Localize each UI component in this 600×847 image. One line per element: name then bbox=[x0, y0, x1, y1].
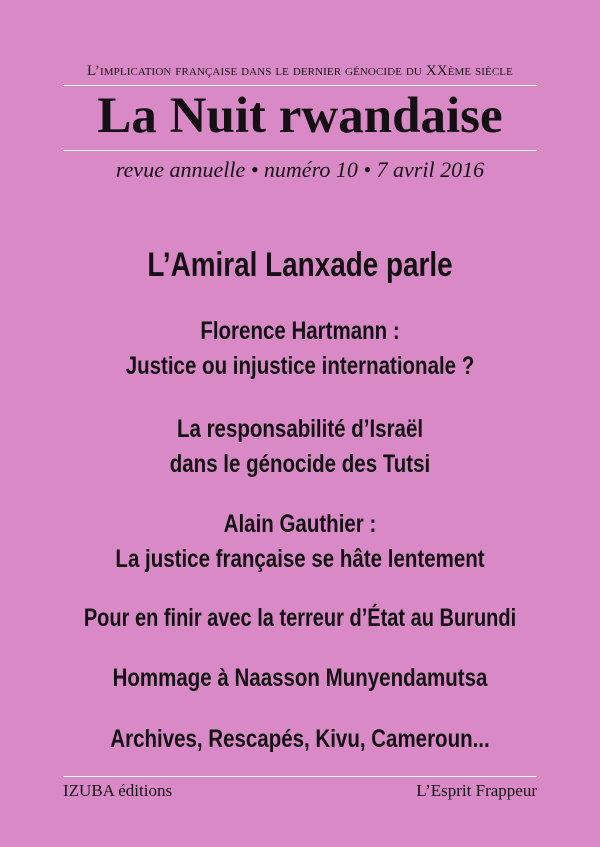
headline-line: Florence Hartmann : bbox=[200, 317, 400, 345]
headline-hommage bbox=[70, 661, 529, 696]
headline-line: Pour en finir avec la terreur d’État au Burundi bbox=[83, 604, 517, 632]
headline-burundi bbox=[76, 601, 524, 636]
cover-supertitle: L’implication française dans le dernier génocide du XXème siècle bbox=[87, 63, 513, 79]
headline-line: Justice ou injustice internationale ? bbox=[125, 352, 475, 380]
headline-line: L’Amiral Lanxade parle bbox=[147, 246, 453, 284]
cover-title: La Nuit rwandaise bbox=[97, 88, 503, 144]
headline-israel bbox=[70, 412, 529, 482]
publisher-izuba: IZUBA éditions bbox=[63, 781, 173, 800]
headline-line: Alain Gauthier : bbox=[223, 510, 377, 538]
headline-line: Archives, Rescapés, Kivu, Cameroun... bbox=[110, 725, 490, 753]
headline-archives bbox=[70, 722, 529, 757]
issue-line: revue annuelle • numéro 10 • 7 avril 2016 bbox=[115, 157, 485, 182]
headline-hartmann bbox=[70, 314, 529, 384]
headline-line: dans le génocide des Tutsi bbox=[169, 450, 431, 478]
headline-line: Hommage à Naasson Munyendamutsa bbox=[112, 664, 488, 692]
headline-line: La justice française se hâte lentement bbox=[115, 545, 485, 573]
headline-lanxade bbox=[70, 242, 529, 288]
headline-gauthier bbox=[70, 507, 529, 577]
title-rule bbox=[63, 150, 537, 151]
headline-line: La responsabilité d’Israël bbox=[176, 415, 424, 443]
publisher-esprit-frappeur: L’Esprit Frappeur bbox=[416, 781, 537, 800]
footer-rule bbox=[63, 776, 537, 777]
